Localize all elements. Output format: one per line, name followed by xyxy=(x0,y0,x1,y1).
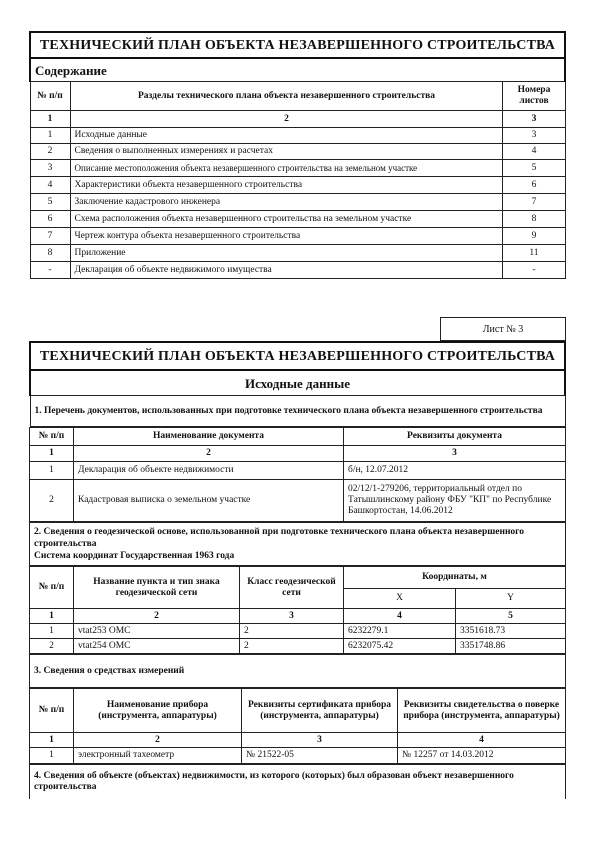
instruments-table xyxy=(29,688,566,764)
numbering-cell: 5 xyxy=(456,609,566,624)
col-header-num: № п/п xyxy=(30,567,74,609)
section-2-heading xyxy=(30,523,566,566)
col-header-verification: Реквизиты свидетельства о поверке прибора (инструмента, аппаратуры) xyxy=(398,689,566,733)
section-name: Сведения о выполненных измерениях и расчетах xyxy=(70,144,503,160)
col-header-num: № п/п xyxy=(30,82,70,111)
numbering-cell: 2 xyxy=(74,609,240,624)
row-number: 5 xyxy=(30,194,70,211)
section-name: Декларация об объекте недвижимого имущества xyxy=(70,262,503,279)
table-row xyxy=(30,144,565,160)
col-header-num: № п/п xyxy=(30,689,74,733)
row-number: 3 xyxy=(30,160,70,177)
document-name: Декларация об объекте недвижимости xyxy=(74,462,344,480)
network-class: 2 xyxy=(240,624,344,639)
table-row xyxy=(30,194,565,211)
verification-details: № 12257 от 14.03.2012 xyxy=(398,748,566,764)
col-header-certificate: Реквизиты сертификата прибора (инструмента, аппаратуры) xyxy=(242,689,398,733)
numbering-cell: 2 xyxy=(70,111,503,128)
col-header-sheets: Номера листов xyxy=(503,82,565,111)
sheet-number: - xyxy=(503,262,565,279)
contents-table xyxy=(29,31,566,279)
source-data-page xyxy=(29,341,566,799)
table-row xyxy=(30,128,565,144)
row-number: 6 xyxy=(30,211,70,228)
point-name: vtat253 ОМС xyxy=(74,624,240,639)
section-name: Описание местоположения объекта незавершенного строительства на земельном участке xyxy=(70,160,503,177)
document-details: б/н, 12.07.2012 xyxy=(344,462,566,480)
row-number: 1 xyxy=(30,624,74,639)
numbering-cell: 3 xyxy=(503,111,565,128)
section-name: Чертеж контура объекта незавершенного строительства xyxy=(70,228,503,245)
documents-table xyxy=(29,427,566,522)
col-header-sections: Разделы технического плана объекта незавершенного строительства xyxy=(70,82,503,111)
col-header-network-class: Класс геодезической сети xyxy=(240,567,344,609)
certificate-details: № 21522-05 xyxy=(242,748,398,764)
sheet-number: 5 xyxy=(503,160,565,177)
section-name: Характеристики объекта незавершенного строительства xyxy=(70,177,503,194)
section-3-heading: 3. Сведения о средствах измерений xyxy=(30,655,566,688)
sheet-number-label: Лист № 3 xyxy=(440,317,566,341)
sheet-number: 7 xyxy=(503,194,565,211)
table-row xyxy=(30,480,566,522)
table-row xyxy=(30,748,566,764)
contents-page xyxy=(29,31,566,279)
col-header-num: № п/п xyxy=(30,428,74,446)
geodetic-table xyxy=(29,566,566,654)
numbering-cell: 1 xyxy=(30,609,74,624)
col-header-doc-name: Наименование документа xyxy=(74,428,344,446)
row-number: 1 xyxy=(30,462,74,480)
col-header-y: Y xyxy=(456,589,566,609)
section-1-heading: 1. Перечень документов, использованных при подготовке технического плана объекта незавершенного строительства xyxy=(30,396,565,427)
instrument-name: электронный тахеометр xyxy=(74,748,242,764)
col-header-instrument: Наименование прибора (инструмента, аппаратуры) xyxy=(74,689,242,733)
row-number: 4 xyxy=(30,177,70,194)
document-details: 02/12/1-279206, территориальный отдел по Татышлинскому району ФБУ "КП" по Республике Башкортостан, 14.06.2012 xyxy=(344,480,566,522)
col-header-x: X xyxy=(344,589,456,609)
numbering-cell: 1 xyxy=(30,733,74,748)
section-4-heading: 4. Сведения об объекте (объектах) недвижимости, из которого (которых) был образован объект незавершенного строительства xyxy=(30,765,566,800)
numbering-cell: 2 xyxy=(74,733,242,748)
table-row xyxy=(30,639,566,654)
table-row xyxy=(30,211,565,228)
section-2-title: 2. Сведения о геодезической основе, использованной при подготовке технического плана объекта незавершенного строительства xyxy=(34,527,525,549)
document-name: Кадастровая выписка о земельном участке xyxy=(74,480,344,522)
row-number: 2 xyxy=(30,480,74,522)
section-name: Заключение кадастрового инженера xyxy=(70,194,503,211)
numbering-cell: 3 xyxy=(344,446,566,462)
row-number: - xyxy=(30,262,70,279)
numbering-cell: 4 xyxy=(398,733,566,748)
coord-y: 3351748.86 xyxy=(456,639,566,654)
coordinate-system: Система координат Государственная 1963 года xyxy=(34,551,235,561)
page-title: ТЕХНИЧЕСКИЙ ПЛАН ОБЪЕКТА НЕЗАВЕРШЕННОГО СТРОИТЕЛЬСТВА xyxy=(30,32,565,58)
section-2-heading-table xyxy=(29,522,566,566)
network-class: 2 xyxy=(240,639,344,654)
sheet-number: 6 xyxy=(503,177,565,194)
section-name: Исходные данные xyxy=(70,128,503,144)
row-number: 2 xyxy=(30,639,74,654)
page-title: ТЕХНИЧЕСКИЙ ПЛАН ОБЪЕКТА НЕЗАВЕРШЕННОГО СТРОИТЕЛЬСТВА xyxy=(30,342,565,370)
table-row xyxy=(30,262,565,279)
table-row xyxy=(30,160,565,177)
sheet-number: 9 xyxy=(503,228,565,245)
point-name: vtat254 ОМС xyxy=(74,639,240,654)
section-4-heading-table xyxy=(29,764,566,799)
row-number: 7 xyxy=(30,228,70,245)
col-header-doc-details: Реквизиты документа xyxy=(344,428,566,446)
section-title: Содержание xyxy=(30,58,565,82)
section-name: Схема расположения объекта незавершенного строительства на земельном участке xyxy=(70,211,503,228)
col-header-coordinates: Координаты, м xyxy=(344,567,566,589)
page2-header-table xyxy=(29,341,566,427)
table-row xyxy=(30,624,566,639)
table-row xyxy=(30,177,565,194)
numbering-cell: 1 xyxy=(30,446,74,462)
numbering-cell: 2 xyxy=(74,446,344,462)
sheet-number: 3 xyxy=(503,128,565,144)
table-row xyxy=(30,228,565,245)
coord-x: 6232279.1 xyxy=(344,624,456,639)
coord-x: 6232075.42 xyxy=(344,639,456,654)
coord-y: 3351618.73 xyxy=(456,624,566,639)
numbering-cell: 3 xyxy=(240,609,344,624)
sheet-number: 11 xyxy=(503,245,565,262)
table-row xyxy=(30,245,565,262)
row-number: 1 xyxy=(30,748,74,764)
row-number: 8 xyxy=(30,245,70,262)
col-header-point-name: Название пункта и тип знака геодезической сети xyxy=(74,567,240,609)
row-number: 2 xyxy=(30,144,70,160)
table-row xyxy=(30,462,566,480)
numbering-cell: 3 xyxy=(242,733,398,748)
section-title: Исходные данные xyxy=(30,370,565,396)
numbering-cell: 1 xyxy=(30,111,70,128)
numbering-cell: 4 xyxy=(344,609,456,624)
sheet-number: 4 xyxy=(503,144,565,160)
sheet-number: 8 xyxy=(503,211,565,228)
section-name: Приложение xyxy=(70,245,503,262)
row-number: 1 xyxy=(30,128,70,144)
section-3-heading-table xyxy=(29,654,566,688)
